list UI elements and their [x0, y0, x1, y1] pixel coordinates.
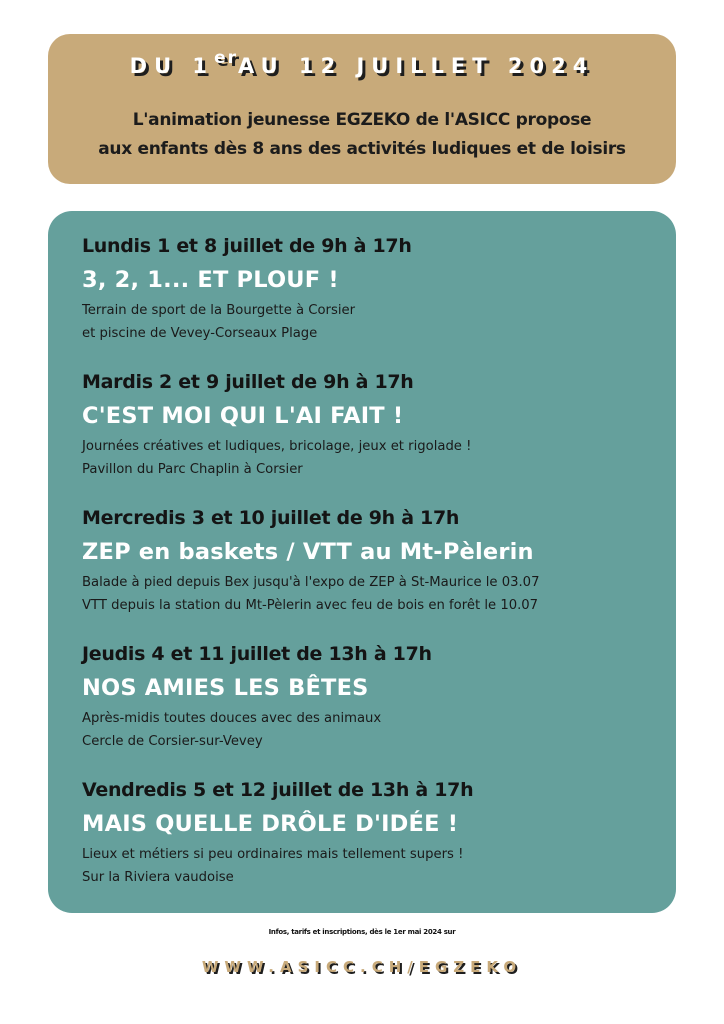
activity-wednesday [82, 505, 662, 617]
activity-detail: Journées créatives et ludiques, bricolage, jeux et rigolade ! [82, 439, 472, 454]
activity-day: Vendredis 5 et 12 juillet de 13h à 17h [82, 779, 474, 801]
website-link[interactable]: WWW.ASICC.CH/EGZEKO [201, 958, 523, 976]
activity-day: Lundis 1 et 8 juillet de 9h à 17h [82, 235, 412, 257]
activity-day: Mardis 2 et 9 juillet de 9h à 17h [82, 371, 414, 393]
activity-detail: Lieux et métiers si peu ordinaires mais tellement supers ! [82, 847, 464, 862]
subtitle-line-1: L'animation jeunesse EGZEKO de l'ASICC propose [132, 110, 592, 130]
activity-detail: Cercle de Corsier-sur-Vevey [82, 734, 263, 749]
activity-detail: Sur la Riviera vaudoise [82, 870, 234, 885]
activity-detail: et piscine de Vevey-Corseaux Plage [82, 326, 318, 341]
activity-friday [82, 777, 662, 889]
activities-panel [48, 211, 676, 913]
title-superscript: er [214, 48, 238, 68]
activity-title: C'EST MOI QUI L'AI FAIT ! [82, 403, 404, 429]
date-range-title [48, 48, 676, 78]
activity-day: Mercredis 3 et 10 juillet de 9h à 17h [82, 507, 460, 529]
activity-detail: Après-midis toutes douces avec des animaux [82, 711, 382, 726]
activity-thursday [82, 641, 662, 753]
header-banner [48, 34, 676, 184]
title-end: AU 12 JUILLET 2024 [237, 54, 595, 78]
activity-monday [82, 233, 662, 345]
activity-title: ZEP en baskets / VTT au Mt-Pèlerin [82, 539, 534, 565]
subtitle-line-2: aux enfants dès 8 ans des activités ludiques et de loisirs [98, 139, 626, 159]
title-start: DU 1 [129, 54, 215, 78]
activity-title: MAIS QUELLE DRÔLE D'IDÉE ! [82, 811, 459, 837]
activity-detail: VTT depuis la station du Mt-Pèlerin avec feu de bois en forêt le 10.07 [82, 598, 539, 613]
activity-tuesday [82, 369, 662, 481]
footer-info: Infos, tarifs et inscriptions, dès le 1er mai 2024 sur [268, 928, 456, 936]
activity-title: 3, 2, 1... ET PLOUF ! [82, 267, 339, 293]
activity-day: Jeudis 4 et 11 juillet de 13h à 17h [82, 643, 432, 665]
activity-title: NOS AMIES LES BÊTES [82, 675, 369, 701]
activity-detail: Terrain de sport de la Bourgette à Corsier [82, 303, 356, 318]
activity-detail: Balade à pied depuis Bex jusqu'à l'expo de ZEP à St-Maurice le 03.07 [82, 575, 540, 590]
header-subtitle [48, 106, 676, 164]
activity-detail: Pavillon du Parc Chaplin à Corsier [82, 462, 303, 477]
